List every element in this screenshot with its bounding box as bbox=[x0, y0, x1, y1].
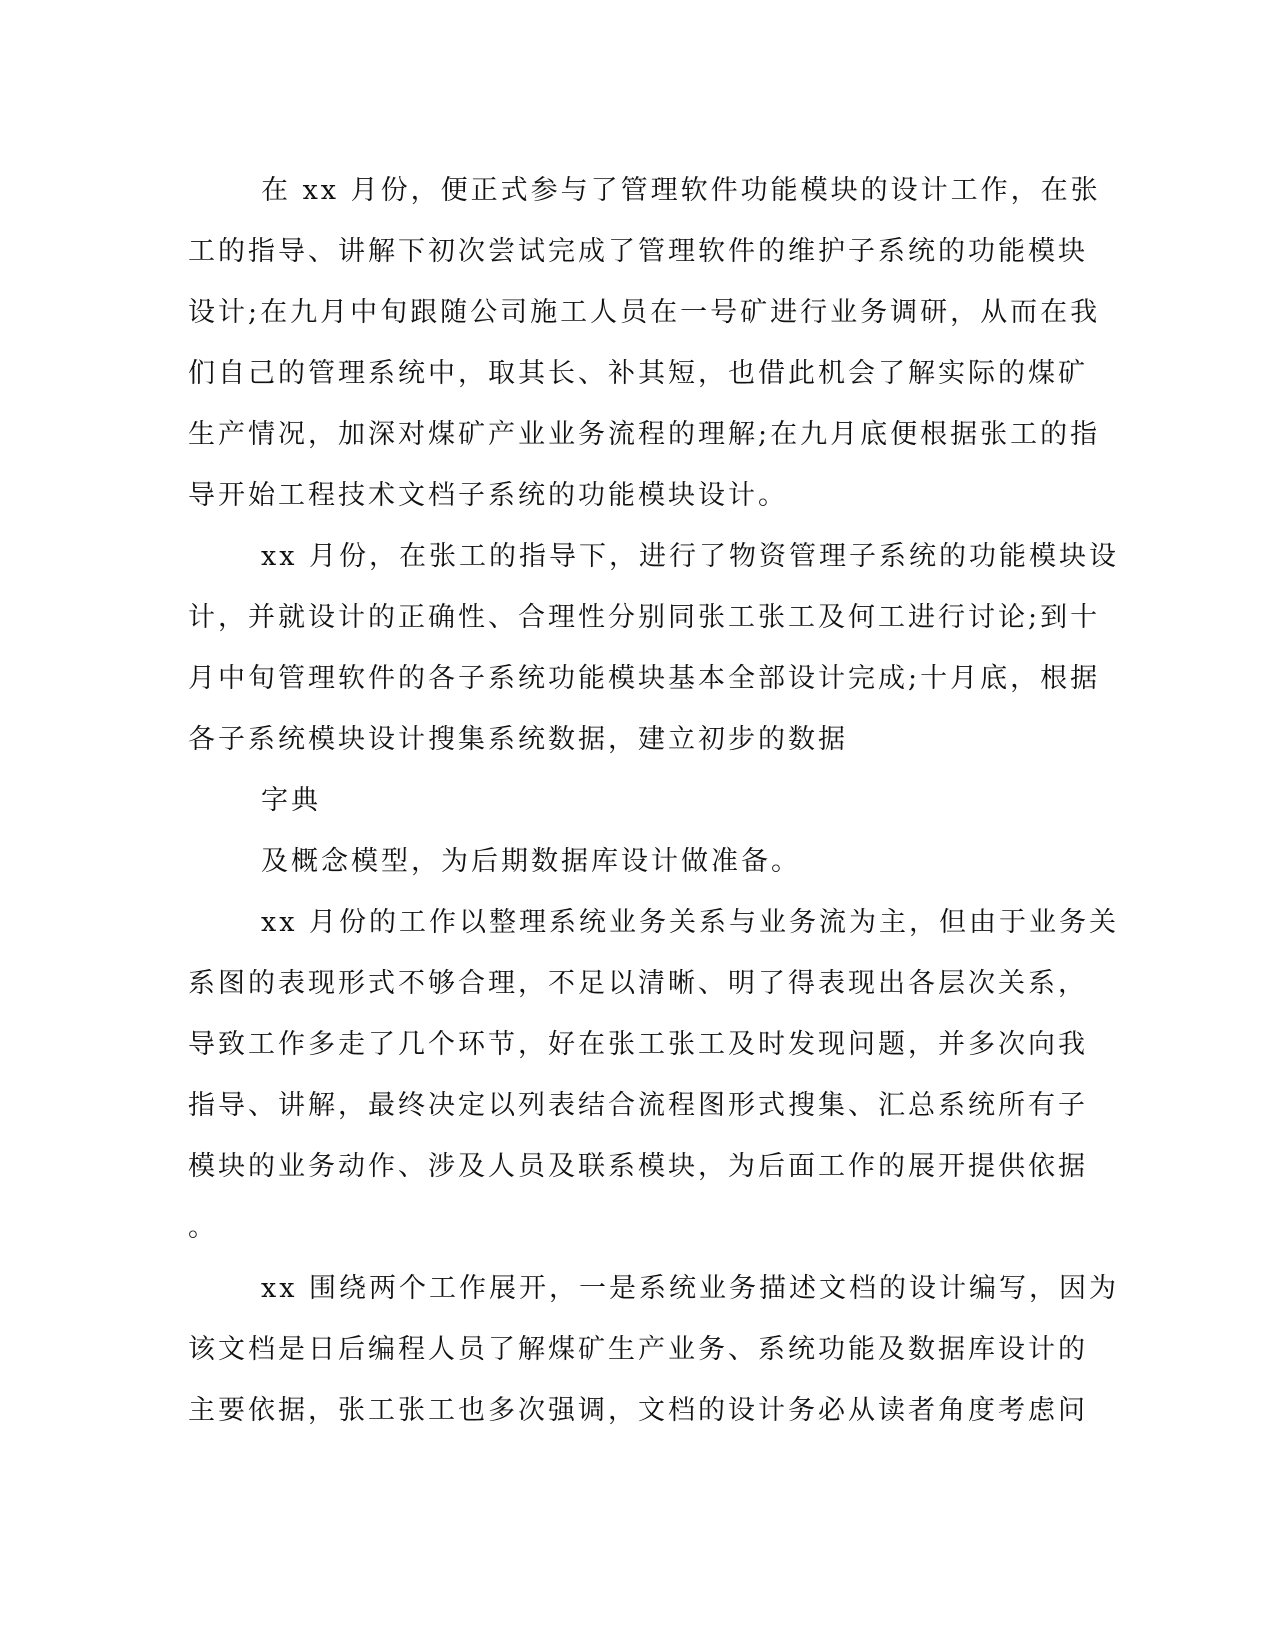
text-line: 主要依据，张工张工也多次强调，文档的设计务必从读者角度考虑问 bbox=[188, 1395, 1088, 1426]
text-line: 该文档是日后编程人员了解煤矿生产业务、系统功能及数据库设计的 bbox=[188, 1334, 1088, 1365]
text-line: 。 bbox=[188, 1212, 218, 1243]
text-line: 字典 bbox=[261, 785, 321, 816]
text-line: 设计;在九月中旬跟随公司施工人员在一号矿进行业务调研，从而在我 bbox=[188, 297, 1101, 328]
text-line: 月中旬管理软件的各子系统功能模块基本全部设计完成;十月底，根据 bbox=[188, 663, 1101, 694]
text-line: 们自己的管理系统中，取其长、补其短，也借此机会了解实际的煤矿 bbox=[188, 358, 1088, 389]
text-line: 工的指导、讲解下初次尝试完成了管理软件的维护子系统的功能模块 bbox=[188, 236, 1088, 267]
text-line: 导致工作多走了几个环节，好在张工张工及时发现问题，并多次向我 bbox=[188, 1029, 1088, 1060]
text-line: 模块的业务动作、涉及人员及联系模块，为后面工作的展开提供依据 bbox=[188, 1151, 1088, 1182]
text-line: 各子系统模块设计搜集系统数据，建立初步的数据 bbox=[188, 724, 848, 755]
text-line: 及概念模型，为后期数据库设计做准备。 bbox=[261, 846, 801, 877]
text-line: 系图的表现形式不够合理，不足以清晰、明了得表现出各层次关系， bbox=[188, 968, 1088, 999]
text-line: xx 月份的工作以整理系统业务关系与业务流为主，但由于业务关 bbox=[261, 907, 1120, 938]
document-body bbox=[188, 160, 1120, 1441]
text-line: xx 围绕两个工作展开，一是系统业务描述文档的设计编写，因为 bbox=[261, 1273, 1120, 1304]
text-line: 导开始工程技术文档子系统的功能模块设计。 bbox=[188, 480, 788, 511]
text-line: 指导、讲解，最终决定以列表结合流程图形式搜集、汇总系统所有子 bbox=[188, 1090, 1088, 1121]
text-line: xx 月份，在张工的指导下，进行了物资管理子系统的功能模块设 bbox=[261, 541, 1120, 572]
text-line: 在 xx 月份，便正式参与了管理软件功能模块的设计工作，在张 bbox=[261, 175, 1101, 206]
text-line: 生产情况，加深对煤矿产业业务流程的理解;在九月底便根据张工的指 bbox=[188, 419, 1101, 450]
text-line: 计，并就设计的正确性、合理性分别同张工张工及何工进行讨论;到十 bbox=[188, 602, 1101, 633]
